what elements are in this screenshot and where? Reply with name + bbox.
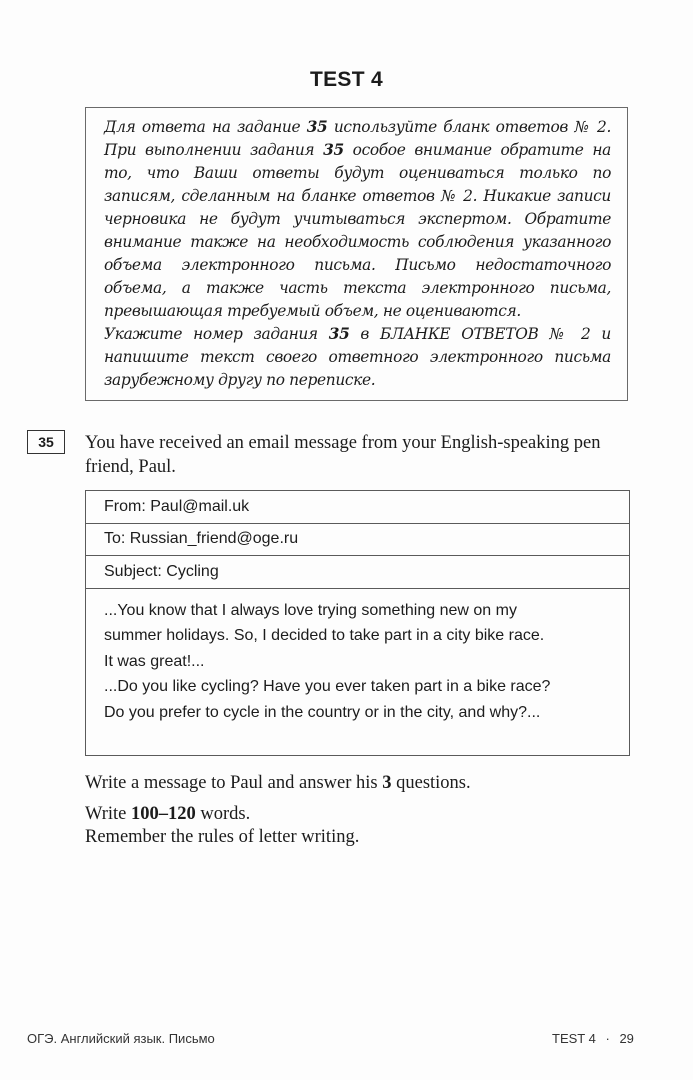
email-body-line: summer holidays. So, I decided to take part in a city bike race. (104, 627, 545, 644)
footer-page-info (552, 1031, 634, 1046)
instructions-box (85, 107, 628, 401)
task-instruction-letter-rules: Remember the rules of letter writing. (85, 827, 360, 847)
question-count: 3 (382, 773, 392, 793)
instruction-text: в БЛАНКЕ ОТВЕТОВ № 2 и напишите текст своего ответного электронного письма зарубежному другу по переписке. (104, 325, 611, 389)
page-title: TEST 4 (310, 68, 383, 91)
instruction-text: Write (85, 804, 131, 824)
email-body (86, 589, 629, 726)
task-number-ref: 35 (323, 141, 344, 159)
email-message (85, 490, 630, 756)
footer-book-title: ОГЭ. Английский язык. Письмо (27, 1031, 215, 1046)
footer-section: TEST 4 (552, 1031, 596, 1046)
word-count-range: 100–120 (131, 804, 196, 824)
email-body-line: It was great!... (104, 652, 205, 670)
task-number-badge: 35 (27, 430, 65, 454)
task-instruction-answer-questions (85, 771, 645, 795)
email-to: To: Russian_friend@oge.ru (86, 524, 629, 557)
instructions-paragraph-2 (104, 323, 611, 392)
task-number-ref: 35 (328, 325, 350, 343)
footer-separator: · (605, 1031, 610, 1046)
instruction-text: особое внимание обратите на то, что Ваши ответы будут оцениваться только по записям, сделанным на бланке ответов № 2. Никакие записи черновика не будут учитываться экспертом. Обратите внимание также на необходимость соблюдения указанного объема электронного письма. Письмо недостаточного объема, а также часть текста электронного письма, превышающая требуемый объем, не оцениваются. (104, 141, 611, 320)
instruction-text: questions. (391, 773, 471, 793)
footer-page-number: 29 (619, 1031, 634, 1046)
email-body-line: ...You know that I always love trying something new on my (104, 601, 517, 619)
instruction-text: words. (195, 804, 251, 824)
instruction-text: Для ответа на задание (104, 118, 307, 136)
email-body-line: ...Do you like cycling? Have you ever taken part in a bike race? (104, 678, 551, 695)
instructions-paragraph-1 (104, 116, 611, 323)
email-from: From: Paul@mail.uk (86, 491, 629, 524)
task-intro: You have received an email message from your English-speaking pen friend, Paul. (85, 433, 601, 477)
instruction-text: используйте бланк ответов № 2. При выполнении задания (104, 118, 611, 159)
instruction-text: Write a message to Paul and answer his (85, 773, 383, 793)
instruction-text: Укажите номер задания (104, 325, 329, 343)
task-instruction-word-count (85, 802, 645, 826)
task-number-ref: 35 (306, 118, 328, 136)
email-subject: Subject: Cycling (86, 556, 629, 589)
email-body-line: Do you prefer to cycle in the country or in the city, and why?... (104, 703, 541, 721)
